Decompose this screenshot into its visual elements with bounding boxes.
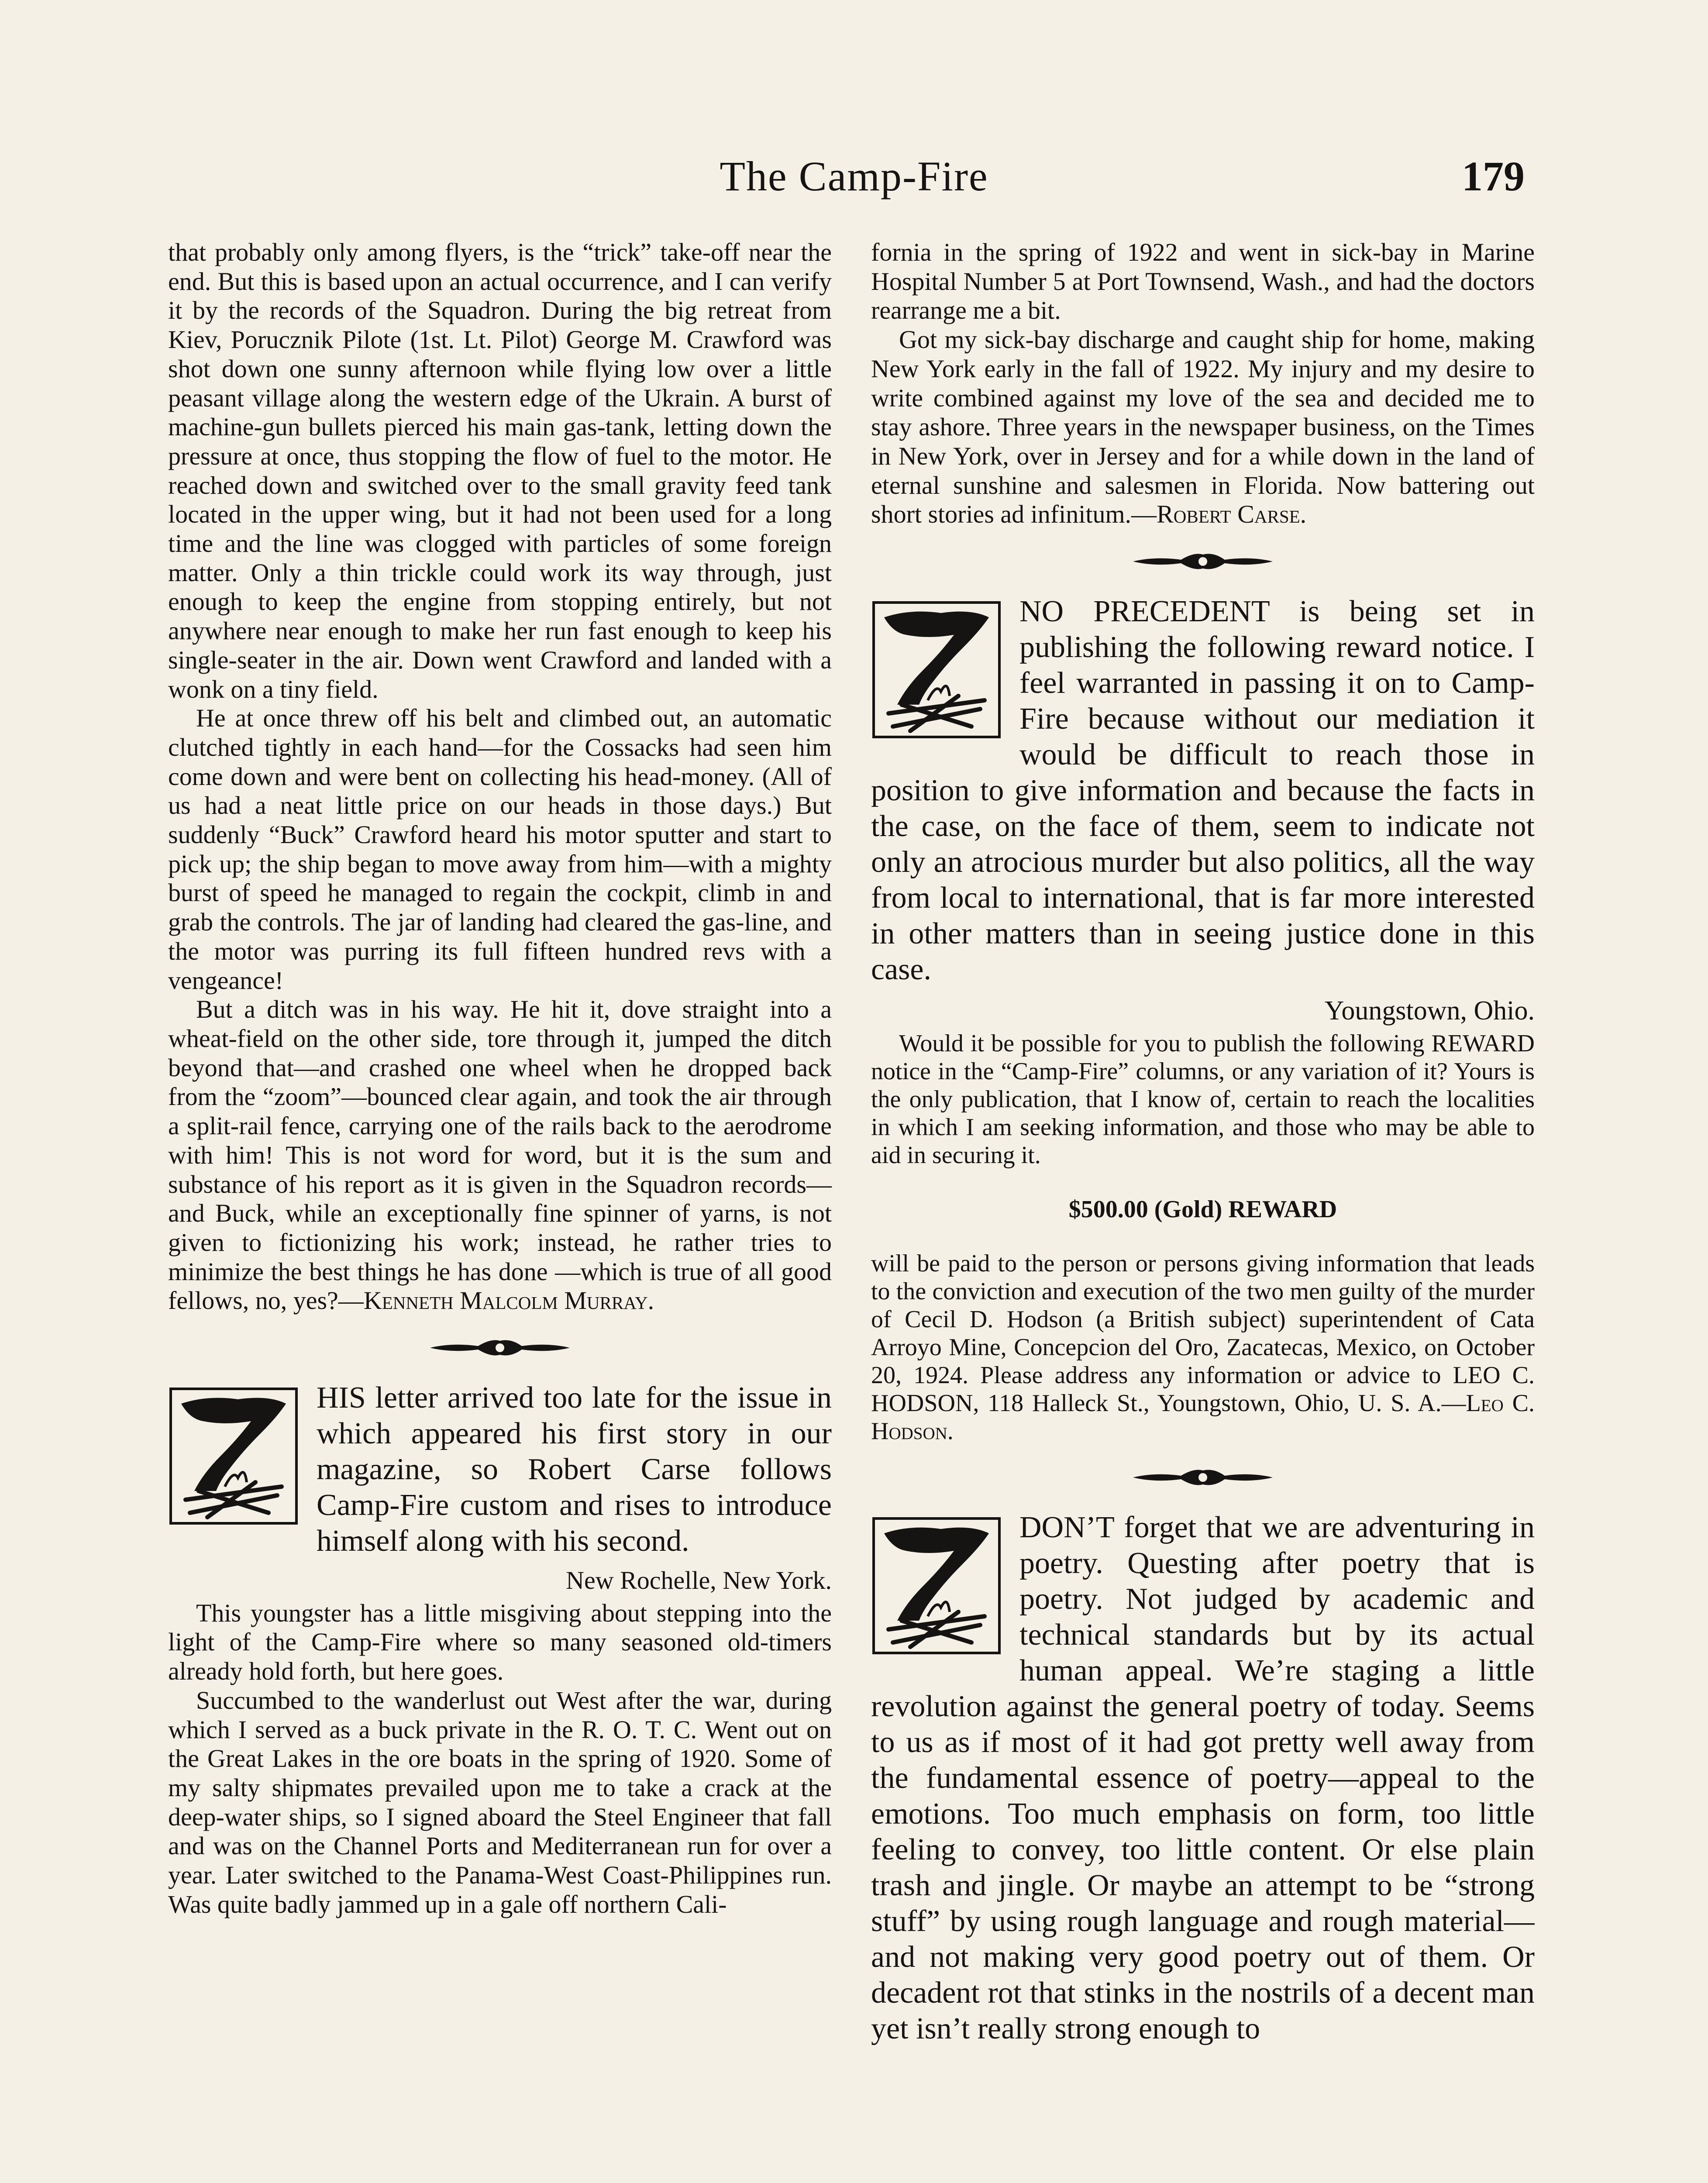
carse-letter-body xyxy=(168,1599,832,1919)
reward-intro-text: NO PRECEDENT is being set in publishing the following reward notice. I feel warranted in passing it on to Camp-Fire because without our mediation it would be difficult to reach those in position to give information and because the facts in the case, on the face of them, seem to indicate not only an atrocious murder but also politics, all the way from local to international, that is far more interested in other matters than in seeing justice done in this case. xyxy=(871,595,1535,987)
left-letter-body xyxy=(168,238,832,1315)
reward-intro-block xyxy=(871,594,1535,988)
campfire-dropcap-icon xyxy=(871,600,1002,740)
reward-notice-body xyxy=(871,1250,1535,1445)
poetry-intro-block xyxy=(871,1510,1535,2047)
campfire-dropcap-icon xyxy=(871,1516,1002,1656)
right-paragraph-2: Got my sick-bay discharge and caught ship for home, making New York early in the fall of 1922. My injury and my desire to write combined against my love of the sea and decided me to stay ashore. Three years in the newspaper business, on the Times in New York, over in Jersey and for a while down in the land of eternal sunshine and salesmen in Florida. Now battering out short stories ad infinitum.—Robert Carse. xyxy=(871,325,1535,529)
right-letter-body xyxy=(871,238,1535,529)
reward-letter-body xyxy=(871,1030,1535,1169)
carse-intro-block xyxy=(168,1380,832,1559)
left-paragraph-3: But a ditch was in his way. He hit it, dove straight into a wheat-field on the other side, tore through it, jumped the ditch beyond that—and crashed one wheel when he dropped back from the “zoom”—bounced clear again, and took the air through a split-rail fence, carrying one of the rails back to the aerodrome with him! This is not word for word, but it is the sum and substance of his report as it is given in the Squadron records—and Buck, while an exceptionally fine spinner of yarns, is not given to fictionizing his work; instead, he rather tries to minimize the best things he has done —which is true of all good fellows, no, yes?—Kenneth Malcolm Murray. xyxy=(168,995,832,1315)
running-head: The Camp-Fire xyxy=(720,153,988,200)
signature-hodson: Leo C. Hodson. xyxy=(871,1390,1535,1445)
right-paragraph-4: will be paid to the person or persons giving information that leads to the conviction and execution of the two men guilty of the murder of Cecil D. Hodson (a British subject) superintendent of Cata Arroyo Mine, Concepcion del Oro, Zacatecas, Mexico, on October 20, 1924. Please address any information or advice to LEO C. HODSON, 118 Halleck St., Youngstown, Ohio, U. S. A.—Leo C. Hodson. xyxy=(871,1250,1535,1445)
page-number: 179 xyxy=(1462,153,1525,200)
ornament-divider-icon xyxy=(1129,1464,1277,1491)
left-paragraph-4: This youngster has a little misgiving about stepping into the light of the Camp-Fire where so many seasoned old-timers already hold forth, but here goes. xyxy=(168,1598,832,1686)
reward-heading: $500.00 (Gold) REWARD xyxy=(1068,1196,1337,1223)
poetry-intro-text: DON’T forget that we are adventuring in poetry. Questing after poetry that is poetry. Not judged by academic and technical standards but by its actual human appeal. We’re staging a little revolution against the general poetry of today. Seems to us as if most of it had got pretty well away from the fundamental essence of poetry—appeal to the emotions. Too much emphasis on form, too little feeling to convey, too little content. Or else plain trash and jingle. Or maybe an attempt to be “strong stuff” by using rough language and rough material—and not making very good poetry out of them. Or decadent rot that stinks in the nostrils of a decent man yet isn’t really strong enough to xyxy=(871,1511,1535,2046)
left-paragraph-2: He at once threw off his belt and climbed out, an automatic clutched tightly in each hand—for the Cossacks had seen him come down and were bent on collecting his head-money. (All of us had a neat little price on our heads in those days.) But suddenly “Buck” Crawford heard his motor sputter and start to pick up; the ship began to move away from him—with a mighty burst of speed he managed to regain the cockpit, climb in and grab the controls. The jar of landing had cleared the gas-line, and the motor was purring its full fifteen hundred revs with a vengeance! xyxy=(168,704,832,995)
dateline-new-rochelle: New Rochelle, New York. xyxy=(566,1566,832,1595)
signature-murray: Kenneth Malcolm Murray. xyxy=(363,1286,654,1315)
campfire-dropcap-icon xyxy=(168,1386,299,1526)
left-paragraph-5: Succumbed to the wanderlust out West after the war, during which I served as a buck private in the R. O. T. C. Went out on the Great Lakes in the ore boats in the spring of 1920. Some of my salty shipmates prevailed upon me to take a crack at the deep-water ships, so I signed aboard the Steel Engineer that fall and was on the Channel Ports and Mediterranean run for over a year. Later switched to the Panama-West Coast-Philippines run. Was quite badly jammed up in a gale off northern Cali- xyxy=(168,1686,832,1918)
ornament-divider-icon xyxy=(1129,548,1277,575)
right-column xyxy=(871,238,1535,2047)
right-paragraph-3: Would it be possible for you to publish the following REWARD notice in the “Camp-Fire” columns, or any variation of it? Yours is the only publication, that I know of, certain to reach the localities in which I am seeking information, and those who may be able to aid in securing it. xyxy=(871,1030,1535,1169)
left-column xyxy=(168,238,832,1919)
left-paragraph-1: that probably only among flyers, is the “trick” take-off near the end. But this is based upon an actual occurrence, and I can verify it by the records of the Squadron. During the big retreat from Kiev, Porucznik Pilote (1st. Lt. Pilot) George M. Crawford was shot down one sunny afternoon while flying low over a little peasant village along the western edge of the Ukrain. A burst of machine-gun bullets pierced his main gas-tank, letting down the pressure at once, thus stopping the flow of fuel to the motor. He reached down and switched over to the small gravity feed tank located in the upper wing, but it had not been used for a long time and the line was clogged with particles of some foreign matter. Only a thin trickle could work its way through, just enough to keep the engine from stopping entirely, but not anywhere near enough to make her run fast enough to keep his single-seater in the air. Down went Crawford and landed with a wonk on a tiny field. xyxy=(168,238,832,703)
signature-carse: Robert Carse. xyxy=(1157,500,1307,529)
ornament-divider-icon xyxy=(426,1335,574,1361)
carse-intro-text: HIS letter arrived too late for the issue in which appeared his first story in our magazine, so Robert Carse follows Camp-Fire custom and rises to introduce himself along with his second. xyxy=(317,1381,832,1558)
right-paragraph-1: fornia in the spring of 1922 and went in sick-bay in Marine Hospital Number 5 at Port Townsend, Wash., and had the doctors rearrange me a bit. xyxy=(871,238,1535,325)
dateline-youngstown: Youngstown, Ohio. xyxy=(1324,996,1535,1026)
